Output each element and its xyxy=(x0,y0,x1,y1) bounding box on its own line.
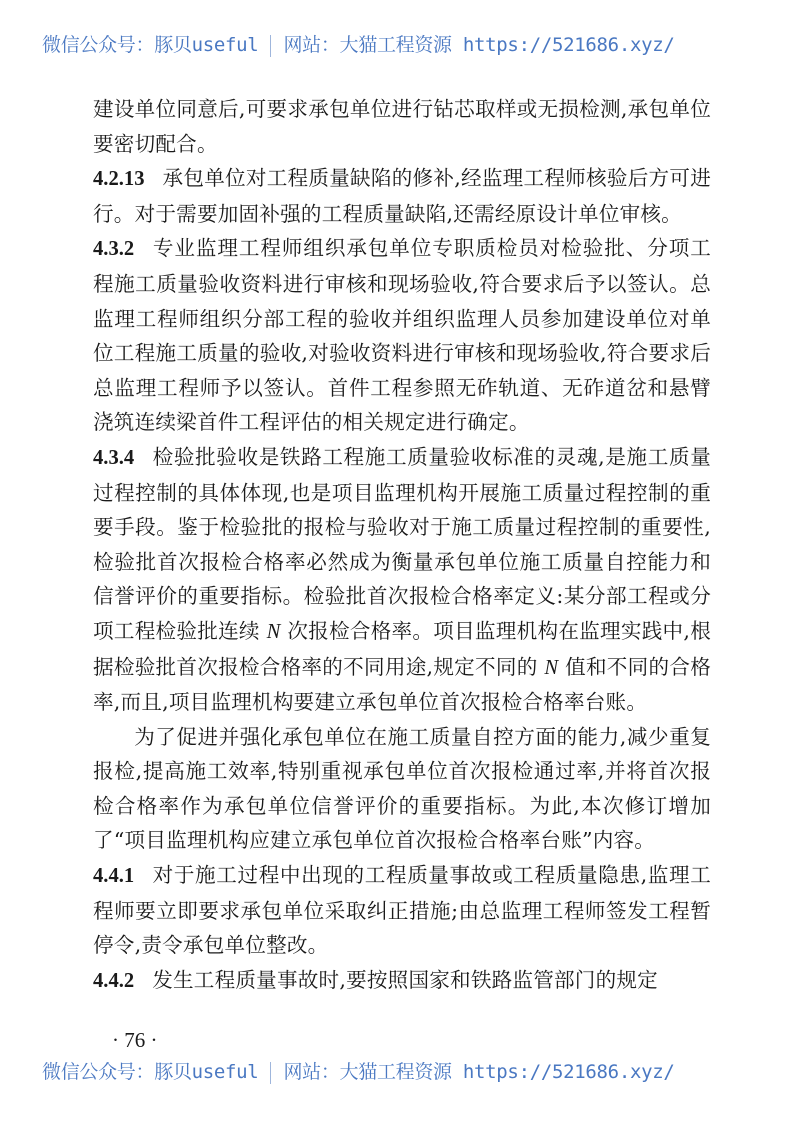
clause-number: 4.4.2 xyxy=(93,969,135,992)
website-label: 网站：大猫工程资源 https://521686.xyz/ xyxy=(283,34,675,56)
clause-4-3-4 xyxy=(93,440,711,720)
clause-number: 4.2.13 xyxy=(93,168,145,191)
watermark-footer xyxy=(42,1057,762,1084)
clause-text: 承包单位对工程质量缺陷的修补,经监理工程师核验后方可进行。对于需要加固补强的工程质量缺陷,还需经原设计单位审核。 xyxy=(93,166,711,226)
variable-n: N xyxy=(544,656,559,679)
clause-4-3-2 xyxy=(93,231,711,440)
paragraph-text: 为了促进并强化承包单位在施工质量自控方面的能力,减少重复报检,提高施工效率,特别重视承包单位首次报检通过率,并将首次报检合格率作为承包单位信誉评价的重要指标。为此,本次修订增加了“项目监理机构应建立承包单位首次报检合格率台账”内容。 xyxy=(93,724,711,853)
variable-n: N xyxy=(266,620,281,643)
wechat-account-label: 微信公众号：豚贝useful xyxy=(42,34,259,56)
watermark-header xyxy=(42,30,762,57)
document-page xyxy=(93,92,711,998)
website-label: 网站：大猫工程资源 https://521686.xyz/ xyxy=(283,1061,675,1083)
clause-number: 4.4.1 xyxy=(93,865,135,888)
clause-4-4-1 xyxy=(93,858,711,963)
clause-number: 4.3.2 xyxy=(93,238,135,261)
separator xyxy=(270,1062,271,1084)
page-number: · 76 · xyxy=(112,1028,158,1052)
clause-text: 次报检合格率。项目监理机构在监理实践中,根据检验批首次报检合格率的不同用途,规定不同的 xyxy=(93,618,711,679)
clause-4-2-13 xyxy=(93,161,711,231)
clause-text: 对于施工过程中出现的工程质量事故或工程质量隐患,监理工程师要立即要求承包单位采取纠正措施;由总监理工程师签发工程暂停令,责令承包单位整改。 xyxy=(93,863,711,958)
paragraph-continuation xyxy=(93,92,711,161)
paragraph-explanation xyxy=(93,720,711,858)
clause-text: 值和不同的合格率,而且,项目监理机构要建立承包单位首次报检合格率台账。 xyxy=(93,654,711,715)
paragraph-text: 建设单位同意后,可要求承包单位进行钻芯取样或无损检测,承包单位要密切配合。 xyxy=(93,97,711,156)
clause-text: 检验批验收是铁路工程施工质量验收标准的灵魂,是施工质量过程控制的具体体现,也是项目监理机构开展施工质量过程控制的重要手段。鉴于检验批的报检与验收对于施工质量过程控制的重要性,检验批首次报检合格率必然成为衡量承包单位施工质量自控能力和信誉评价的重要指标。检验批首次报检合格率定义:某分部工程或分项工程检验批连续 xyxy=(93,444,711,643)
wechat-account-label: 微信公众号：豚贝useful xyxy=(42,1061,259,1083)
clause-text: 发生工程质量事故时,要按照国家和铁路监管部门的规定 xyxy=(152,967,658,992)
clause-4-4-2 xyxy=(93,963,711,999)
clause-number: 4.3.4 xyxy=(93,446,135,469)
separator xyxy=(270,35,271,57)
clause-text: 专业监理工程师组织承包单位专职质检员对检验批、分项工程施工质量验收资料进行审核和现场验收,符合要求后予以签认。总监理工程师组织分部工程的验收并组织监理人员参加建设单位对单位工程施工质量的验收,对验收资料进行审核和现场验收,符合要求后总监理工程师予以签认。首件工程参照无砟轨道、无砟道岔和悬臂浇筑连续梁首件工程评估的相关规定进行确定。 xyxy=(93,236,711,435)
